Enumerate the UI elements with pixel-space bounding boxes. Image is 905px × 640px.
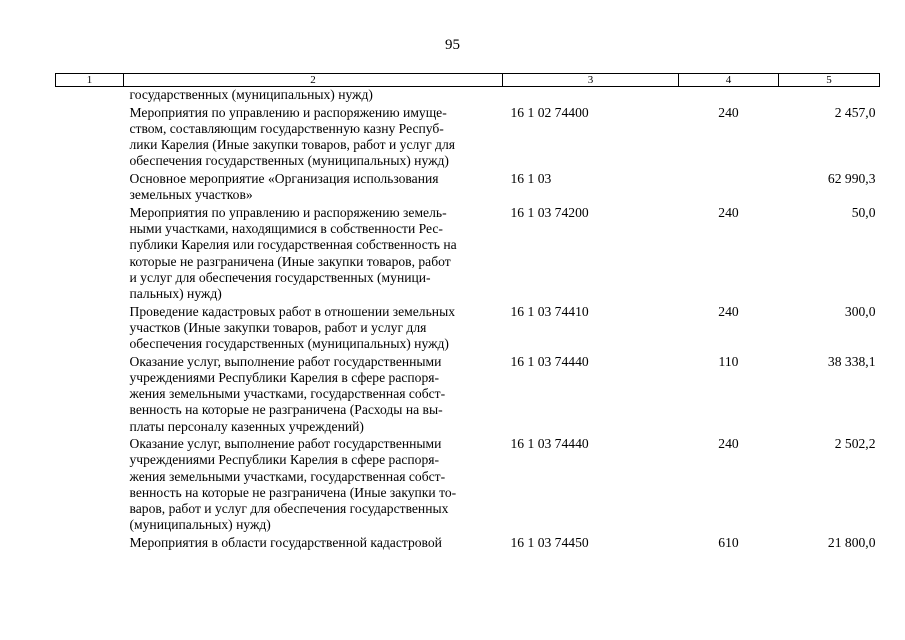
row-name-line: ными участками, находящимися в собственности Рес- — [129, 221, 443, 237]
row-name-line: жения земельными участками, государственная собст- — [129, 468, 446, 484]
table-row — [56, 535, 880, 553]
table-row — [56, 436, 880, 535]
header-col-3: 3 — [503, 74, 679, 87]
header-col-1: 1 — [56, 74, 124, 87]
table-body — [56, 87, 880, 553]
row-name-cell — [124, 87, 503, 105]
row-index-cell — [56, 171, 124, 205]
row-type-cell — [679, 171, 779, 205]
row-name-cell — [124, 205, 503, 304]
header-col-4: 4 — [679, 74, 779, 87]
row-code-cell — [503, 87, 679, 105]
row-amount-cell: 62 990,3 — [827, 171, 876, 187]
row-type-cell: 610 — [718, 534, 739, 550]
row-name-line: земельных участков» — [129, 187, 253, 203]
row-code-cell: 16 1 03 74200 — [510, 204, 589, 220]
row-amount-cell: 21 800,0 — [827, 534, 876, 550]
row-name-cell — [124, 354, 503, 437]
row-amount-cell: 2 502,2 — [834, 436, 876, 452]
row-type-cell — [679, 87, 779, 105]
table-row — [56, 105, 880, 171]
row-amount-cell: 50,0 — [851, 204, 876, 220]
row-name-line: жения земельными участками, государственная собст- — [129, 386, 446, 402]
row-name-line: Мероприятия по управлению и распоряжению имуще- — [129, 104, 447, 120]
row-name-cell — [124, 171, 503, 205]
row-name-line: Проведение кадастровых работ в отношении земельных — [129, 303, 455, 319]
table-row — [56, 87, 880, 105]
row-code-cell: 16 1 03 74440 — [510, 436, 589, 452]
row-type-cell: 240 — [718, 303, 739, 319]
row-index-cell — [56, 304, 124, 354]
row-name-line: Мероприятия в области государственной кадастровой — [129, 534, 442, 550]
header-col-5: 5 — [779, 74, 880, 87]
row-name-line: лики Карелия (Иные закупки товаров, работ и услуг для — [129, 137, 455, 153]
row-index-cell — [56, 535, 124, 553]
row-index-cell — [56, 87, 124, 105]
row-name-cell — [124, 105, 503, 171]
row-name-line: публики Карелия или государственная собственность на — [129, 237, 457, 253]
row-code-cell: 16 1 02 74400 — [510, 104, 589, 120]
row-amount-cell: 2 457,0 — [834, 104, 876, 120]
row-name-cell — [124, 304, 503, 354]
row-name-line: ством, составляющим государственную казну Респуб- — [129, 120, 444, 136]
row-name-line: Оказание услуг, выполнение работ государственными — [129, 436, 442, 452]
row-name-line: обеспечения государственных (муниципальных) нужд) — [129, 336, 449, 352]
row-name-line: которые не разграничена (Иные закупки товаров, работ — [129, 253, 451, 269]
table-row — [56, 354, 880, 437]
row-type-cell: 240 — [718, 436, 739, 452]
row-name-line: венность на которые не разграничена (Расходы на вы- — [129, 402, 443, 418]
row-name-line: платы персоналу казенных учреждений) — [129, 418, 364, 434]
row-name-line: (муниципальных) нужд) — [129, 517, 271, 533]
row-index-cell — [56, 354, 124, 437]
header-row — [56, 74, 880, 87]
row-name-line: государственных (муниципальных) нужд) — [129, 87, 373, 102]
row-type-cell: 240 — [718, 104, 739, 120]
row-type-cell: 240 — [718, 204, 739, 220]
row-index-cell — [56, 436, 124, 535]
row-name-line: и услуг для обеспечения государственных (муници- — [129, 269, 431, 285]
row-name-line: учреждениями Республики Карелия в сфере распоря- — [129, 452, 440, 468]
header-col-2: 2 — [124, 74, 503, 87]
row-type-cell: 110 — [718, 353, 739, 369]
row-name-line: пальных) нужд) — [129, 285, 222, 301]
row-name-line: участков (Иные закупки товаров, работ и услуг для — [129, 319, 427, 335]
row-code-cell: 16 1 03 74410 — [510, 303, 589, 319]
table-row — [56, 304, 880, 354]
row-name-line: Основное мероприятие «Организация использования — [129, 171, 439, 187]
row-code-cell: 16 1 03 — [510, 171, 552, 187]
row-name-line: учреждениями Республики Карелия в сфере распоря- — [129, 369, 440, 385]
budget-table — [55, 73, 880, 553]
row-name-line: обеспечения государственных (муниципальных) нужд) — [129, 153, 449, 169]
row-index-cell — [56, 205, 124, 304]
row-amount-cell: 300,0 — [844, 303, 876, 319]
table-row — [56, 205, 880, 304]
row-name-cell — [124, 436, 503, 535]
row-code-cell: 16 1 03 74440 — [510, 353, 589, 369]
row-name-cell — [124, 535, 503, 553]
row-name-line: венность на которые не разграничена (Иные закупки то- — [129, 484, 457, 500]
row-name-line: варов, работ и услуг для обеспечения государственных — [129, 501, 449, 517]
row-name-line: Мероприятия по управлению и распоряжению земель- — [129, 204, 447, 220]
page-number: 95 — [445, 37, 460, 53]
row-amount-cell: 38 338,1 — [827, 353, 876, 369]
row-name-line: Оказание услуг, выполнение работ государственными — [129, 353, 442, 369]
row-code-cell: 16 1 03 74450 — [510, 534, 589, 550]
row-amount-cell — [779, 87, 880, 105]
row-index-cell — [56, 105, 124, 171]
table-row — [56, 171, 880, 205]
